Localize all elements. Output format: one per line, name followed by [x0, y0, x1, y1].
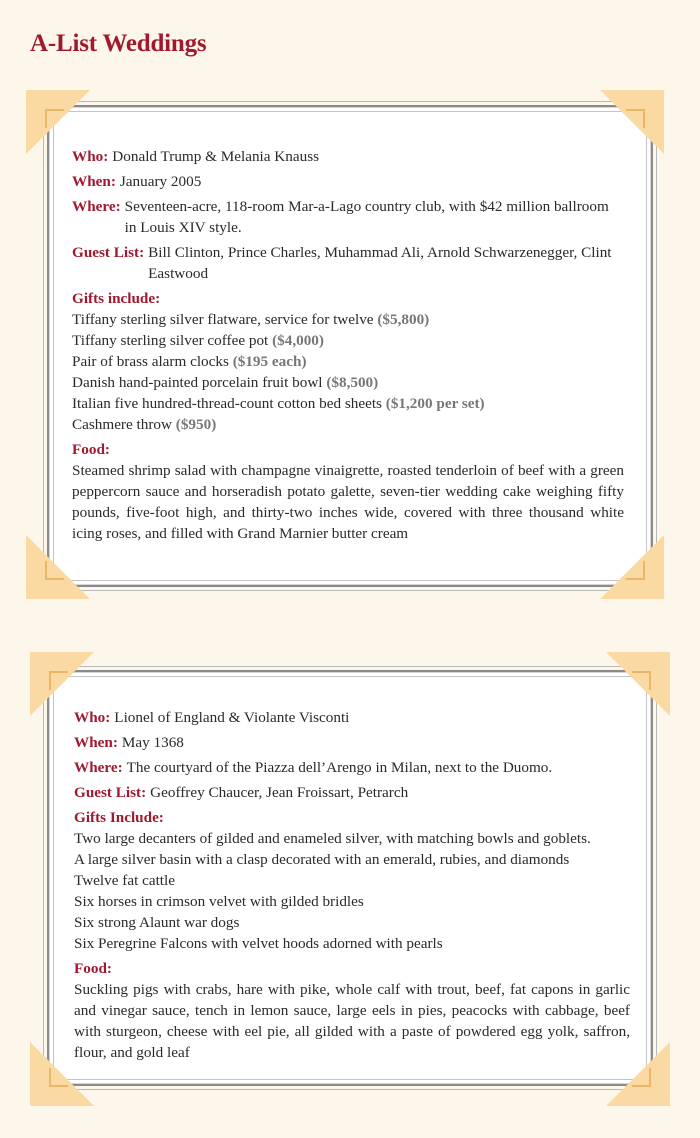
- when-label: When:: [72, 173, 116, 190]
- when-row: [74, 732, 630, 753]
- gifts-list: [72, 309, 624, 435]
- gift-item: Six Peregrine Falcons with velvet hoods adorned with pearls: [74, 935, 443, 952]
- gift-price: ($5,800): [377, 311, 430, 328]
- where-label: Where:: [72, 198, 121, 215]
- gift-item: Tiffany sterling silver coffee pot ($4,000): [72, 332, 324, 349]
- guest-list-label: Guest List:: [72, 244, 145, 261]
- gift-item: Pair of brass alarm clocks ($195 each): [72, 353, 307, 370]
- gifts-label: Gifts include:: [72, 290, 161, 307]
- where-row: [72, 196, 624, 238]
- page-title: A-List Weddings: [30, 30, 207, 57]
- gift-item: Cashmere throw ($950): [72, 416, 217, 433]
- where-value: Seventeen-acre, 118-room Mar-a-Lago country club, with $42 million ballroom in Louis XIV style.: [124, 198, 609, 236]
- gift-price: ($1,200 per set): [385, 395, 485, 412]
- gift-item: Two large decanters of gilded and enameled silver, with matching bowls and goblets.: [74, 830, 591, 847]
- who-value: Lionel of England & Violante Visconti: [114, 709, 350, 726]
- when-row: [72, 171, 624, 192]
- gift-price: ($4,000): [272, 332, 324, 349]
- gift-item: Six horses in crimson velvet with gilded bridles: [74, 893, 364, 910]
- gift-price: ($195 each): [232, 353, 307, 370]
- food-value: Steamed shrimp salad with champagne vinaigrette, roasted tenderloin of beef with a green peppercorn sauce and horseradish potato galette, seven-tier wedding cake weighing fifty pounds, five-foot high, and thirty-two inches wide, covered with three thousand white icing roses, and filled with Grand Marnier butter cream: [72, 462, 624, 542]
- wedding-card: [0, 670, 700, 1086]
- gift-item: Danish hand-painted porcelain fruit bowl ($8,500): [72, 374, 379, 391]
- wedding-details: [74, 707, 630, 1063]
- corner-ornament-icon: [600, 90, 664, 154]
- gifts-list: [74, 828, 630, 954]
- corner-ornament-icon: [26, 535, 90, 599]
- gift-price: ($8,500): [326, 374, 379, 391]
- who-row: [74, 707, 630, 728]
- when-value: May 1368: [121, 734, 184, 751]
- who-value: Donald Trump & Melania Knauss: [112, 148, 320, 165]
- where-label: Where:: [74, 759, 123, 776]
- gift-item: Twelve fat cattle: [74, 872, 175, 889]
- gift-price: ($950): [175, 416, 217, 433]
- who-label: Who:: [74, 709, 111, 726]
- where-value: The courtyard of the Piazza dell’Arengo in Milan, next to the Duomo.: [126, 759, 553, 776]
- food-value: Suckling pigs with crabs, hare with pike, whole calf with trout, beef, fat capons in garlic and vinegar sauce, tench in lemon sauce, large eels in pies, peacocks with cabbage, beef with sturgeon, cheese with eel pie, all gilded with a paste of powdered egg yolk, saffron, flour, and gold leaf: [74, 981, 630, 1061]
- gift-item: A large silver basin with a clasp decorated with an emerald, rubies, and diamonds: [74, 851, 570, 868]
- guest-list-label: Guest List:: [74, 784, 147, 801]
- who-row: [72, 146, 624, 167]
- gift-item: Six strong Alaunt war dogs: [74, 914, 240, 931]
- corner-ornament-icon: [26, 90, 90, 154]
- gift-item: Italian five hundred-thread-count cotton bed sheets ($1,200 per set): [72, 395, 485, 412]
- food-label: Food:: [72, 441, 110, 458]
- wedding-card: [0, 105, 700, 587]
- wedding-details: [72, 146, 624, 544]
- guest-list-value: Geoffrey Chaucer, Jean Froissart, Petrarch: [150, 784, 409, 801]
- guest-list-row: [72, 242, 624, 284]
- who-label: Who:: [72, 148, 109, 165]
- guest-list-value: Bill Clinton, Prince Charles, Muhammad Ali, Arnold Schwarzenegger, Clint Eastwood: [148, 244, 612, 282]
- gift-item: Tiffany sterling silver flatware, service for twelve ($5,800): [72, 311, 430, 328]
- guest-list-row: [74, 782, 630, 803]
- when-value: January 2005: [119, 173, 202, 190]
- where-row: [74, 757, 630, 778]
- corner-ornament-icon: [600, 535, 664, 599]
- when-label: When:: [74, 734, 118, 751]
- food-label: Food:: [74, 960, 112, 977]
- gifts-label: Gifts Include:: [74, 809, 164, 826]
